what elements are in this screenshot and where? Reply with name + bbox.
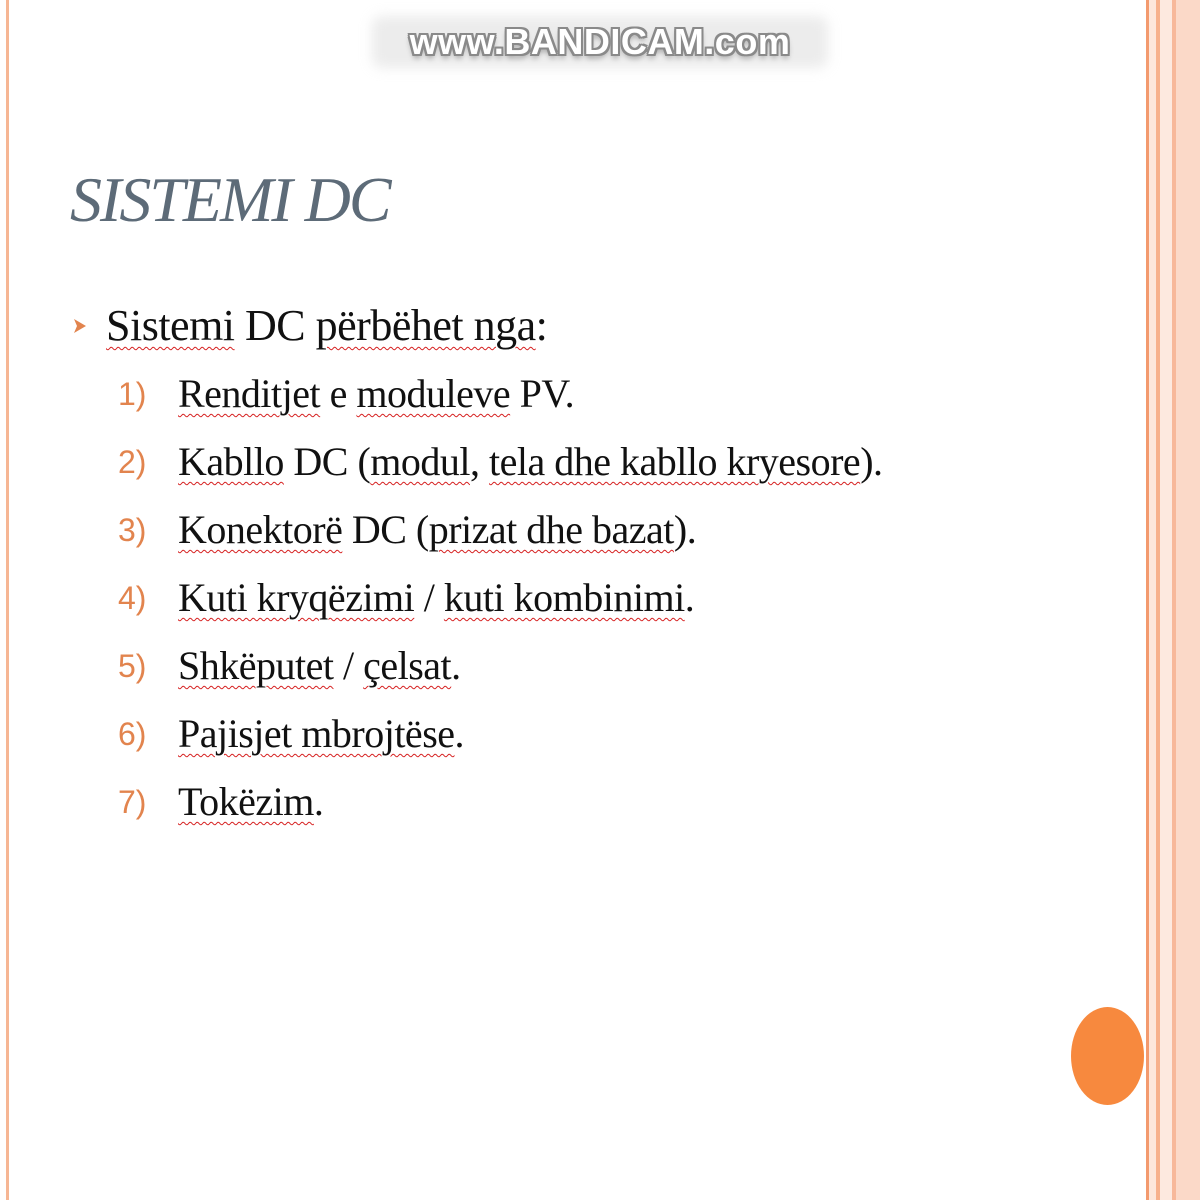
list-item-number: 6) <box>118 716 147 752</box>
text-segment: DC <box>234 301 316 350</box>
list-item-text <box>178 636 461 696</box>
text-segment: DC ( <box>342 507 429 552</box>
spellcheck-word: Tokëzim <box>178 779 314 824</box>
spellcheck-word: përbëhet nga <box>315 301 536 350</box>
spellcheck-word: çelsat <box>363 643 452 688</box>
text-segment: DC ( <box>283 439 371 484</box>
text-segment: / <box>333 643 364 688</box>
spellcheck-word: Konektorë <box>178 507 343 552</box>
list-item-number: 5) <box>118 648 147 684</box>
spellcheck-word: Sistemi <box>106 301 235 350</box>
list-item-number: 2) <box>118 444 147 480</box>
spellcheck-word: Kuti kryqëzimi <box>178 575 415 620</box>
slide-border-left <box>0 0 14 1200</box>
spellcheck-word: Shkëputet <box>178 643 334 688</box>
list-item-text <box>178 364 574 424</box>
slide-title: SISTEMI DC <box>70 164 390 235</box>
text-segment: . <box>684 575 695 620</box>
list-item-number: 7) <box>118 784 147 820</box>
spellcheck-word: moduleve <box>356 371 511 416</box>
spellcheck-word: Kabllo <box>178 439 284 484</box>
list-item-text <box>178 704 464 764</box>
spellcheck-word: modul <box>370 439 470 484</box>
list-item-text <box>178 500 696 560</box>
slide-border-right <box>1146 0 1200 1200</box>
list-item-text <box>178 568 694 628</box>
text-segment: , <box>470 439 489 484</box>
text-segment: ). <box>673 507 697 552</box>
spellcheck-word: kuti kombinimi <box>443 575 685 620</box>
text-segment: / <box>414 575 444 620</box>
list-item-text <box>178 772 323 832</box>
bullet-text <box>106 296 547 356</box>
chevron-right-icon <box>70 316 90 336</box>
text-segment: : <box>535 301 548 350</box>
text-segment: PV. <box>510 371 575 416</box>
list-item-number: 3) <box>118 512 147 548</box>
text-segment: . <box>451 643 461 688</box>
list-item-number: 4) <box>118 580 147 616</box>
text-segment: . <box>313 779 324 824</box>
spellcheck-word: Renditjet <box>178 371 321 416</box>
list-item-number: 1) <box>118 376 147 412</box>
spellcheck-word: Pajisjet mbrojtëse <box>178 711 455 756</box>
watermark: www.BANDICAM.com <box>409 21 791 62</box>
text-segment: ). <box>860 439 883 484</box>
list-item-text <box>178 432 883 492</box>
text-segment: . <box>454 711 465 756</box>
spellcheck-word: tela dhe kabllo kryesore <box>489 439 861 484</box>
spellcheck-word: prizat dhe bazat <box>428 507 674 552</box>
nav-circle-icon[interactable] <box>1071 1007 1144 1105</box>
text-segment: e <box>320 371 357 416</box>
